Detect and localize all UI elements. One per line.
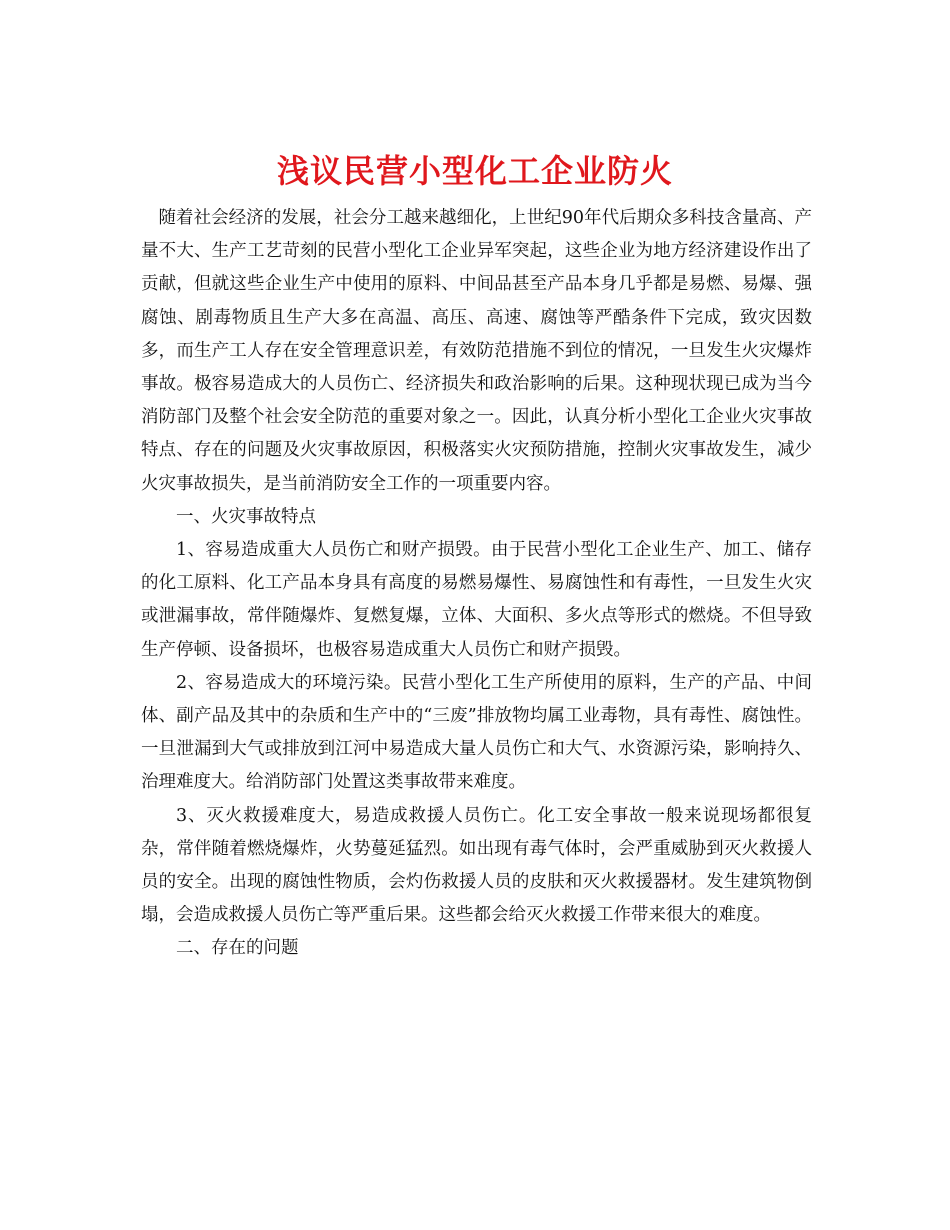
intro-paragraph: 随着社会经济的发展，社会分工越来越细化，上世纪90年代后期众多科技含量高、产量不大、生产工艺苛刻的民营小型化工企业异军突起，这些企业为地方经济建设作出了贡献，但就这些企业生产中使用的原料、中间品甚至产品本身几乎都是易燃、易爆、强腐蚀、剧毒物质且生产大多在高温、高压、高速、腐蚀等严酷条件下完成，致灾因数多，而生产工人存在安全管理意识差，有效防范措施不到位的情况，一旦发生火灾爆炸事故。极容易造成大的人员伤亡、经济损失和政治影响的后果。这种现状现已成为当今消防部门及整个社会安全防范的重要对象之一。因此，认真分析小型化工企业火灾事故特点、存在的问题及火灾事故原因，积极落实火灾预防措施，控制火灾事故发生，减少火灾事故损失，是当前消防安全工作的一项重要内容。 [141, 208, 812, 494]
document-body [141, 202, 812, 966]
paragraph-feature-2: 2、容易造成大的环境污染。民营小型化工生产所使用的原料，生产的产品、中间体、副产品及其中的杂质和生产中的“三废”排放物均属工业毒物，具有毒性、腐蚀性。一旦泄漏到大气或排放到江河中易造成大量人员伤亡和大气、水资源污染，影响持久、治理难度大。给消防部门处置这类事故带来难度。 [141, 672, 812, 793]
section-heading-fire-accident-features: 一、火灾事故特点 [176, 506, 316, 527]
section-heading-existing-problems: 二、存在的问题 [176, 938, 299, 959]
paragraph-feature-1: 1、容易造成重大人员伤亡和财产损毁。由于民营小型化工企业生产、加工、储存的化工原料、化工产品本身具有高度的易燃易爆性、易腐蚀性和有毒性，一旦发生火灾或泄漏事故，常伴随爆炸、复燃复爆，立体、大面积、多火点等形式的燃烧。不但导致生产停顿、设备损坏，也极容易造成重大人员伤亡和财产损毁。 [141, 540, 812, 660]
document-title: 浅议民营小型化工企业防火 [276, 152, 673, 191]
paragraph-feature-3: 3、灭火救援难度大，易造成救援人员伤亡。化工安全事故一般来说现场都很复杂，常伴随着燃烧爆炸，火势蔓延猛烈。如出现有毒气体时，会严重威胁到灭火救援人员的安全。出现的腐蚀性物质，会灼伤救援人员的皮肤和灭火救援器材。发生建筑物倒塌，会造成救援人员伤亡等严重后果。这些都会给灭火救援工作带来很大的难度。 [141, 805, 812, 926]
